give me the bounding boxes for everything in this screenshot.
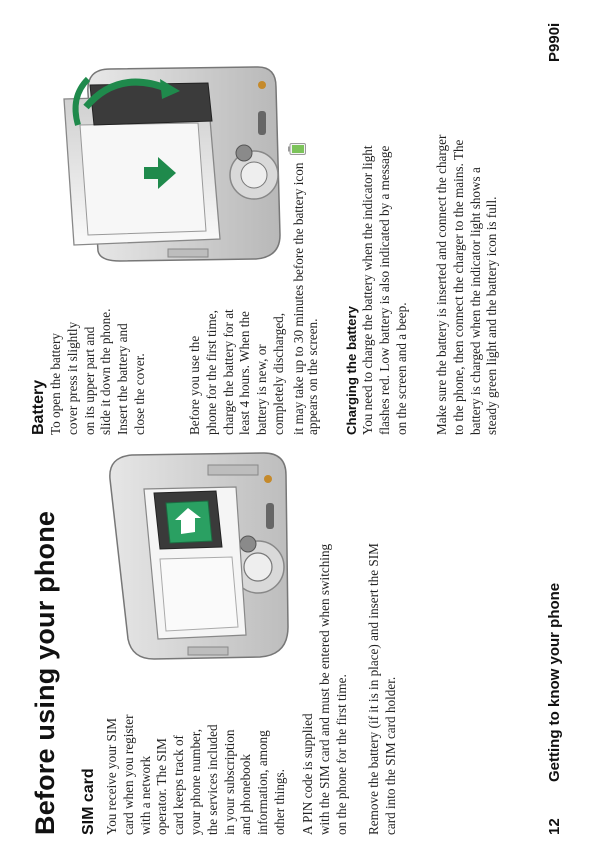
chapter-title: Getting to know your phone [546, 582, 563, 782]
text-line: the services included [204, 724, 220, 835]
text-line: appears on the screen. [304, 318, 320, 435]
text-line: on its upper part and [81, 326, 97, 435]
text-line: card when you register [120, 714, 136, 835]
sim-card-heading: SIM card [80, 768, 97, 835]
text-line: battery is new, or [254, 344, 270, 435]
text-line: information, among [255, 730, 271, 835]
text-line: You need to charge the battery when the indicator light [360, 145, 375, 435]
battery-paragraph-4 [434, 135, 501, 435]
text-line: your phone number, [187, 728, 203, 835]
text-line: other things. [271, 769, 287, 835]
battery-paragraph-3 [360, 145, 410, 435]
text-line: to the phone, then connect the charger to the mains. The [450, 139, 466, 435]
text-line: To open the battery [48, 333, 63, 435]
text-line: card into the SIM card holder. [382, 676, 398, 835]
page-number: 12 [546, 818, 563, 835]
text-line [288, 143, 305, 435]
text-line: on the phone for the first time. [333, 674, 349, 835]
text-line: Make sure the battery is inserted and connect the charger [434, 134, 449, 435]
sim-paragraph-2 [300, 544, 350, 835]
text-line: steady green light and the battery icon is full. [484, 196, 500, 435]
model-name: P990i [546, 22, 563, 62]
text-line: cover press it slightly [64, 321, 80, 435]
battery-heading: Battery [30, 379, 47, 435]
text-line: with a network [137, 755, 153, 835]
text-line: Insert the battery and [115, 323, 131, 435]
text-line: operator. The SIM [154, 738, 170, 835]
text-line: A PIN code is supplied [300, 713, 315, 835]
text-line: Before you use the [187, 335, 202, 435]
sim-insert-illustration [88, 449, 298, 679]
text-line: slide it down the phone. [98, 308, 114, 435]
text-line: least 4 hours. When the [237, 311, 253, 435]
text-line: in your subscription [221, 729, 237, 835]
sim-paragraph-3 [366, 543, 400, 835]
text-line: card keeps track of [171, 735, 187, 835]
charging-battery-heading: Charging the battery [344, 306, 359, 435]
text-line: Remove the battery (if it is in place) and insert the SIM [366, 543, 381, 835]
text-line: battery is charged when the indicator light shows a [467, 167, 483, 435]
sim-paragraph-1 [104, 715, 289, 835]
text-line: close the cover. [131, 353, 147, 435]
text-line: You receive your SIM [104, 718, 119, 835]
battery-insert-illustration [58, 45, 288, 275]
battery-paragraph-1 [48, 309, 149, 435]
battery-full-icon [288, 143, 306, 155]
text-line: with the SIM card and must be entered when switching [316, 543, 332, 835]
text-line: and phonebook [238, 754, 254, 835]
text-line-content: it may take up to 30 minutes before the battery icon [290, 162, 306, 435]
text-line: flashes red. Low battery is also indicated by a message [376, 145, 392, 435]
page-title: Before using your phone [30, 510, 60, 835]
text-line: on the screen and a beep. [393, 302, 409, 435]
text-line: completely discharged, [270, 312, 286, 435]
text-line: charge the battery for at [220, 309, 236, 435]
text-line: phone for the first time, [203, 310, 219, 435]
